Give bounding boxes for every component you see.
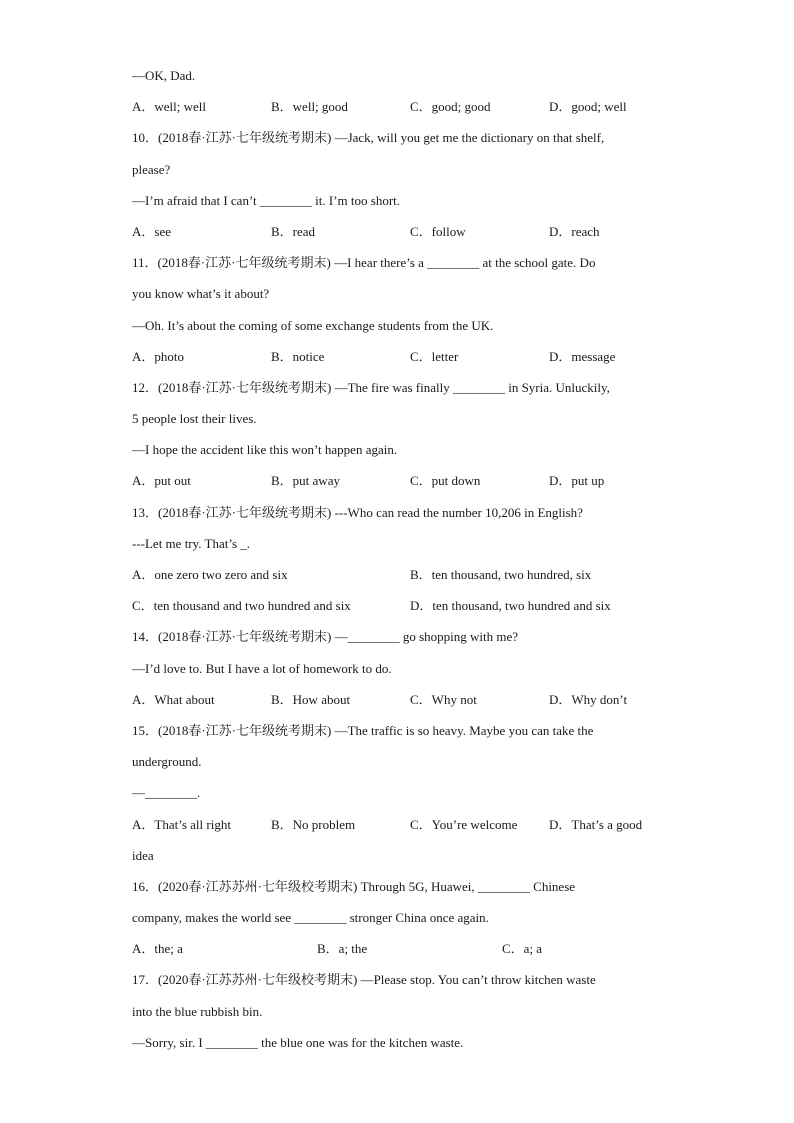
question-line: —I’m afraid that I can’t ________ it. I’m too short.	[132, 192, 401, 208]
answer-option: B．read	[271, 223, 316, 239]
answer-option: D．reach	[549, 223, 600, 239]
question-line: please?	[132, 161, 171, 177]
answer-option: C．ten thousand and two hundred and six	[132, 598, 351, 614]
answer-option: A．well; well	[132, 99, 207, 115]
answer-option: B．How about	[271, 691, 351, 707]
question-line: 16．(2020春·江苏苏州·七年级校考期末) Through 5G, Huawei, ________ Chinese	[132, 878, 576, 894]
question-line: company, makes the world see ________ stronger China once again.	[132, 910, 489, 926]
answer-option: A．the; a	[132, 941, 183, 957]
question-line: 15．(2018春·江苏·七年级统考期末) —The traffic is so heavy. Maybe you can take the	[132, 722, 594, 738]
answer-option: A．photo	[132, 348, 185, 364]
question-line: —OK, Dad.	[132, 68, 196, 83]
answer-option: C．letter	[410, 348, 459, 364]
question-line: 5 people lost their lives.	[132, 411, 257, 427]
answer-option: A．see	[132, 223, 171, 239]
answer-option: C．You’re welcome	[410, 816, 518, 832]
question-line: ---Let me try. That’s _.	[132, 535, 251, 551]
answer-option: C．Why not	[410, 691, 477, 707]
document-page	[132, 66, 672, 1064]
answer-option: D．Why don’t	[549, 691, 628, 707]
question-line: —Sorry, sir. I ________ the blue one was for the kitchen waste.	[132, 1034, 464, 1050]
answer-option: B．well; good	[271, 99, 348, 115]
answer-option: C．a; a	[502, 941, 543, 957]
question-line: 10．(2018春·江苏·七年级统考期末) —Jack, will you get me the dictionary on that shelf,	[132, 130, 605, 146]
options-row	[132, 222, 672, 253]
question-line: 17．(2020春·江苏苏州·七年级校考期末) —Please stop. You can’t throw kitchen waste	[132, 972, 596, 988]
question-line: idea	[132, 847, 154, 863]
options-row	[132, 939, 672, 970]
answer-option: B．No problem	[271, 816, 356, 832]
answer-option: A．That’s all right	[132, 816, 231, 832]
options-row	[132, 815, 672, 846]
question-line: —Oh. It’s about the coming of some exchange students from the UK.	[132, 317, 494, 333]
answer-option: C．follow	[410, 223, 466, 239]
answer-option: B．notice	[271, 348, 325, 364]
answer-option: C．good; good	[410, 99, 491, 115]
answer-option: C．put down	[410, 473, 481, 489]
question-line: 11．(2018春·江苏·七年级统考期末) —I hear there’s a ________ at the school gate. Do	[132, 255, 596, 271]
question-line: —I hope the accident like this won’t happen again.	[132, 442, 398, 458]
question-line: 12．(2018春·江苏·七年级统考期末) —The fire was finally ________ in Syria. Unluckily,	[132, 379, 610, 395]
options-row	[132, 347, 672, 378]
answer-option: A．put out	[132, 473, 191, 489]
answer-option: D．That’s a good	[549, 816, 643, 832]
question-line: —________.	[132, 785, 201, 801]
question-line: —I’d love to. But I have a lot of homework to do.	[132, 660, 392, 676]
answer-option: D．put up	[549, 473, 605, 489]
answer-option: B．put away	[271, 473, 340, 489]
answer-option: A．one zero two zero and six	[132, 567, 288, 582]
answer-option: D．ten thousand, two hundred and six	[410, 598, 611, 614]
options-row	[132, 596, 672, 627]
answer-option: B．ten thousand, two hundred, six	[410, 567, 592, 582]
answer-option: D．message	[549, 348, 616, 364]
question-line: 14．(2018春·江苏·七年级统考期末) —________ go shopping with me?	[132, 629, 519, 645]
answer-option: D．good; well	[549, 99, 627, 115]
answer-option: A．What about	[132, 691, 215, 707]
question-line: 13．(2018春·江苏·七年级统考期末) ---Who can read the number 10,206 in English?	[132, 504, 583, 520]
question-line: underground.	[132, 754, 202, 770]
options-row	[132, 471, 672, 502]
options-row	[132, 97, 672, 128]
question-line: into the blue rubbish bin.	[132, 1003, 263, 1019]
options-row	[132, 690, 672, 721]
question-line: you know what’s it about?	[132, 286, 270, 302]
answer-option: B．a; the	[317, 941, 368, 957]
options-row	[132, 565, 672, 596]
